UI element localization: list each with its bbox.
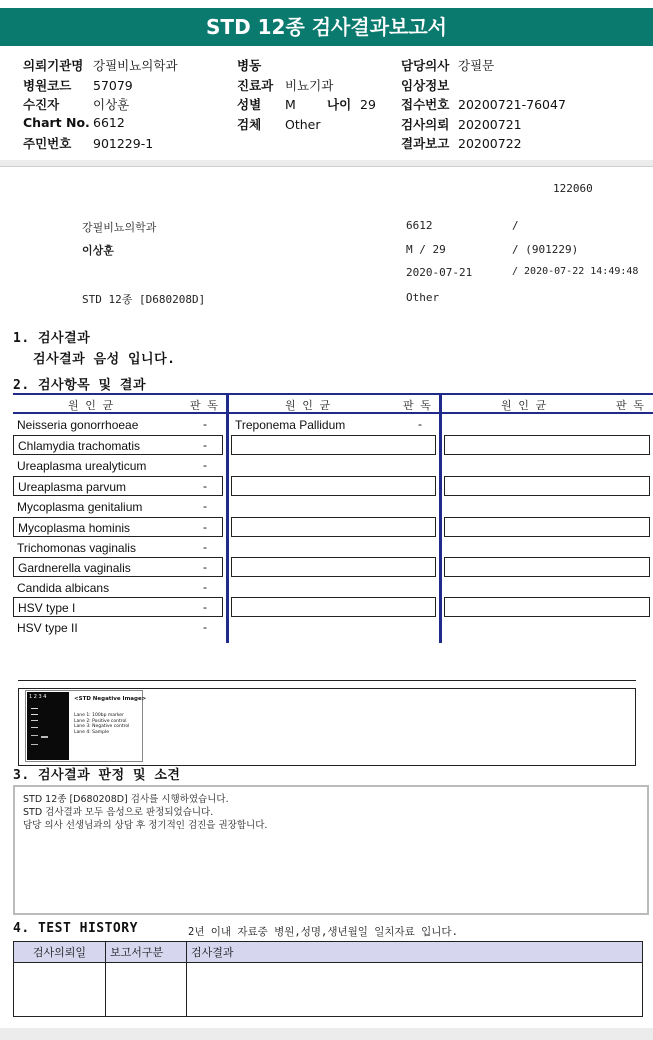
image-top-rule (18, 680, 636, 681)
col3-header-pathogen: 원 인 균 (501, 399, 547, 412)
gel-legend-item: Lane 2: Positive control (74, 718, 127, 724)
gel-band (31, 744, 38, 745)
gel-band (31, 708, 38, 709)
pathogen-result: - (203, 520, 207, 534)
ward-field: 병동 (237, 58, 262, 73)
section1-title: 1. 검사결과 (13, 331, 91, 346)
hospital-code-field: 병원코드 57079 (23, 77, 133, 93)
report-date-field: 결과보고 20200722 (401, 136, 522, 151)
pathogen-result: - (203, 479, 207, 493)
header-middle (237, 56, 397, 134)
table-row (14, 963, 643, 1017)
section4-title: 4. TEST HISTORY (13, 921, 138, 936)
empty-row (444, 517, 650, 537)
opinion-box (13, 785, 649, 915)
gel-legend-item: Lane 3: Negative control (74, 724, 130, 729)
table-row (13, 578, 226, 598)
table-top-rule (13, 393, 653, 395)
summary-report-datetime: / 2020-07-22 14:49:48 (512, 266, 639, 277)
history-cell (187, 963, 643, 1017)
pathogen-result: - (203, 540, 207, 554)
history-table (13, 941, 643, 1017)
report-title: STD 12종 검사결과보고서 (0, 8, 653, 46)
summary-sex-age: M / 29 (406, 243, 446, 256)
pathogen-name: Trichomonas vaginalis (17, 541, 136, 555)
gel-band (31, 714, 38, 715)
empty-row (231, 557, 436, 577)
hospital-name-field: 의뢰기관명 강필비뇨의학과 (23, 58, 178, 73)
gel-band (31, 727, 38, 728)
col1-header-pathogen: 원 인 균 (68, 399, 114, 412)
gel-image (25, 690, 147, 762)
col3-header-result: 판 독 (616, 399, 644, 412)
pathogen-result: - (203, 600, 207, 614)
summary-slash: / (512, 219, 519, 232)
section2-title: 2. 검사항목 및 결과 (13, 378, 147, 393)
gel-picture (27, 692, 69, 760)
opinion-line: 담당 의사 선생님과의 상담 후 정기적인 검진을 권장합니다. (23, 820, 268, 831)
doctor-field: 담당의사 강필문 (401, 58, 495, 73)
empty-row (444, 435, 650, 455)
header-right (401, 56, 646, 154)
pathogen-name: Gardnerella vaginalis (18, 561, 131, 575)
pathogen-result: - (203, 620, 207, 634)
section1-result: 검사결과 음성 입니다. (33, 352, 176, 367)
summary-test-name: STD 12종 [D680208D] (82, 293, 206, 306)
patient-name-field: 수진자 이상훈 (23, 97, 130, 112)
empty-row (231, 597, 436, 617)
pathogen-name: HSV type I (18, 601, 76, 615)
gel-image-title: <STD Negative Image> (74, 696, 147, 702)
table-row (13, 538, 226, 558)
pathogen-result: - (203, 580, 207, 594)
empty-row (444, 597, 650, 617)
empty-row (231, 435, 436, 455)
opinion-line: STD 12종 [D680208D] 검사를 시행하였습니다. (23, 794, 229, 805)
footer-band (0, 1028, 653, 1040)
pathogen-name: Chlamydia trachomatis (18, 439, 141, 453)
gel-band (41, 736, 48, 738)
history-header-row (14, 942, 643, 963)
col2-header-pathogen: 원 인 균 (285, 399, 331, 412)
table-row (13, 435, 223, 455)
gel-legend-item: Lane 4: Sample (74, 729, 109, 735)
sex-age-field: 성별 M 나이 29 (237, 97, 376, 112)
header-left (23, 56, 233, 154)
empty-row (444, 557, 650, 577)
chart-no-field: Chart No. 6612 (23, 114, 125, 130)
table-row (13, 517, 223, 537)
history-col-report-type: 보고서구분 (106, 942, 187, 963)
clinical-info-field: 임상정보 (401, 77, 450, 93)
summary-birth: / (901229) (512, 243, 579, 256)
empty-row (231, 517, 436, 537)
specimen-field: 검체 Other (237, 116, 321, 132)
history-col-result: 검사결과 (187, 942, 643, 963)
opinion-line: STD 검사결과 모두 음성으로 판정되었습니다. (23, 807, 214, 818)
pathogen-name: Mycoplasma hominis (18, 521, 131, 535)
column-divider-1 (226, 393, 229, 643)
pathogen-result: - (203, 417, 207, 431)
gel-band (31, 720, 38, 721)
history-note: 2년 이내 자료중 병원,성명,생년월일 일치자료 입니다. (188, 926, 458, 938)
pathogen-result: - (203, 458, 207, 472)
pathogen-result: - (203, 560, 207, 574)
table-row (13, 497, 226, 517)
gel-band (31, 735, 38, 736)
receipt-no-field: 접수번호 20200721-76047 (401, 97, 566, 112)
pathogen-name: Neisseria gonorrhoeae (17, 418, 139, 432)
section3-title: 3. 검사결과 판정 및 소견 (13, 768, 181, 783)
history-cell (14, 963, 106, 1017)
code-number: 122060 (553, 182, 593, 195)
gel-legend (74, 713, 129, 735)
summary-request-date: 2020-07-21 (406, 266, 473, 279)
table-row (13, 557, 223, 577)
history-cell (106, 963, 187, 1017)
col1-header-result: 판 독 (190, 399, 218, 412)
col2-header-result: 판 독 (403, 399, 431, 412)
pathogen-name: Treponema Pallidum (235, 418, 346, 432)
department-field: 진료과 비뇨기과 (237, 77, 334, 93)
table-row (13, 597, 223, 617)
empty-row (231, 476, 436, 496)
table-row (13, 456, 226, 476)
history-col-request-date: 검사의뢰일 (14, 942, 106, 963)
summary-chart: 6612 (406, 219, 433, 232)
gel-legend-item: Lane 1: 100bp marker (74, 713, 124, 718)
empty-row (444, 476, 650, 496)
table-row (230, 415, 439, 435)
pathogen-result: - (203, 499, 207, 513)
pathogen-name: Ureaplasma parvum (18, 480, 127, 494)
table-row (13, 618, 226, 638)
summary-hospital: 강필비뇨의학과 (82, 221, 157, 234)
column-divider-2 (439, 393, 442, 643)
gel-lane-numbers: 1 2 3 4 (29, 694, 47, 700)
pathogen-result: - (203, 438, 207, 452)
pathogen-result: - (418, 417, 422, 431)
summary-specimen: Other (406, 291, 440, 304)
pathogen-name: Ureaplasma urealyticum (17, 459, 147, 473)
resident-no-field: 주민번호 901229-1 (23, 136, 154, 151)
table-row (13, 415, 226, 435)
pathogen-name: Candida albicans (17, 581, 110, 595)
pathogen-name: Mycoplasma genitalium (17, 500, 143, 514)
request-date-field: 검사의뢰 20200721 (401, 116, 522, 132)
summary-patient: 이상훈 (82, 244, 114, 257)
pathogen-name: HSV type II (17, 621, 78, 635)
table-row (13, 476, 223, 496)
header-divider-line (0, 166, 653, 167)
